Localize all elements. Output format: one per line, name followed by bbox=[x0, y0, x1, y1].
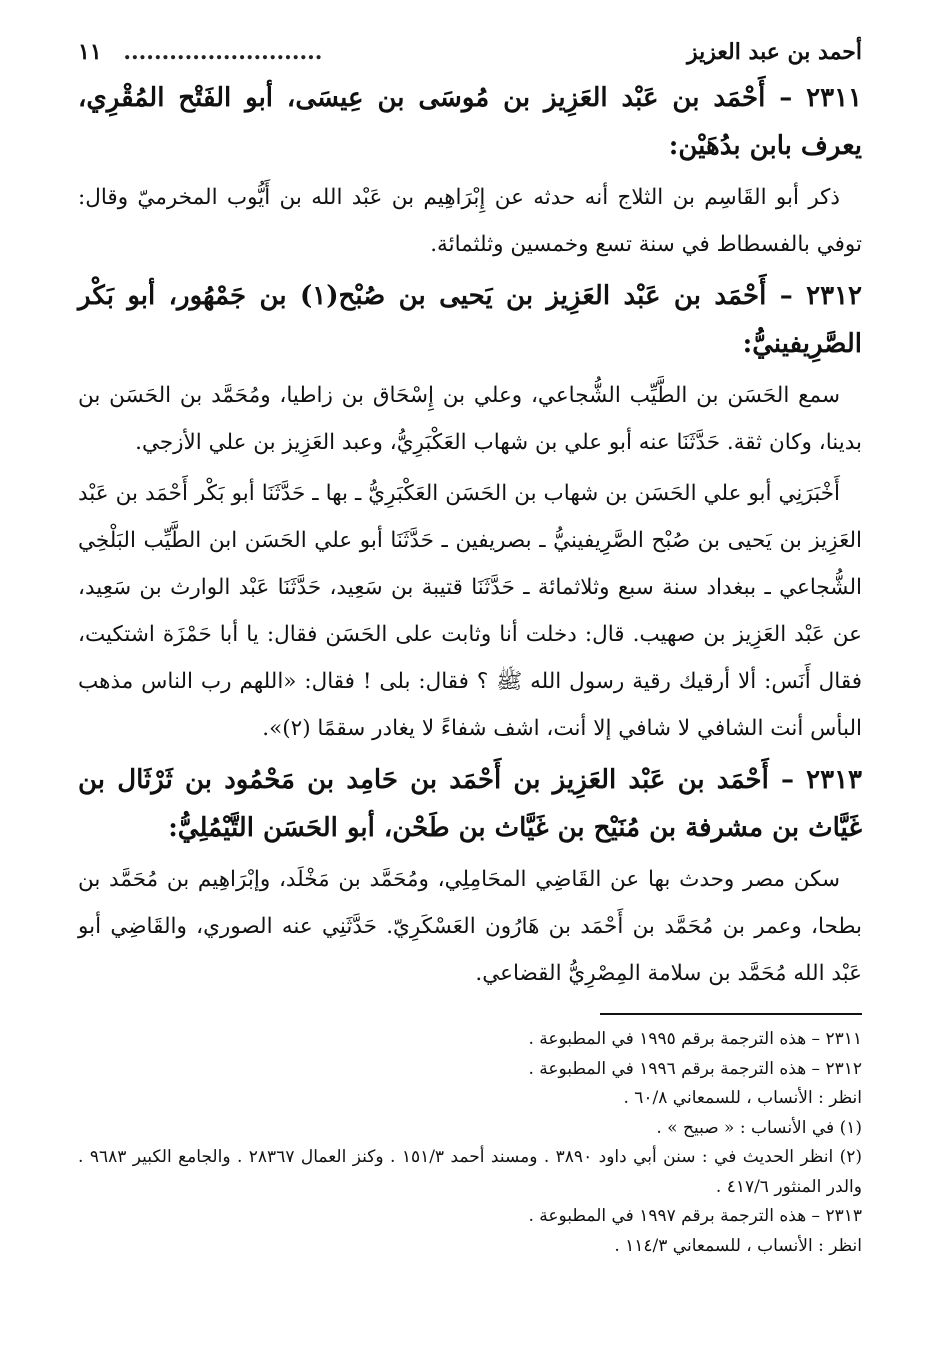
page-number: ١١ bbox=[78, 39, 102, 65]
entry-paragraph: سمع الحَسَن بن الطَّيِّب الشُّجاعي، وعلي بن إِسْحَاق بن زاطيا، ومُحَمَّد بن الحَسَن بن بدينا، وكان ثقة. حَدَّثَنَا عنه أبو علي بن شهاب العَكْبَرِيُّ، وعبد العَزِيز بن علي الأزجي. bbox=[78, 383, 862, 455]
footnote-divider bbox=[600, 1013, 862, 1015]
page-header bbox=[78, 32, 862, 72]
entry-title-2313: ٢٣١٣ – أَحْمَد بن عَبْد العَزِيز بن أَحْمَد بن حَامِد بن مَحْمُود بن ثَرْثَال بن غَيَّاث بن مشرفة بن مُنَيْح بن غَيَّاث بن طَحْن، أبو الحَسَن التَّيْمُلِيُّ: bbox=[78, 765, 862, 843]
running-title: أحمد بن عبد العزيز bbox=[687, 39, 862, 65]
entry-title-2311: ٢٣١١ – أَحْمَد بن عَبْد العَزِيز بن مُوسَى بن عِيسَى، أبو الفَتْح المُقْرِي، يعرف بابن بدُهَيْن: bbox=[78, 83, 862, 161]
footnote-line: ٢٣١١ – هذه الترجمة برقم ١٩٩٥ في المطبوعة . bbox=[528, 1029, 862, 1049]
footnote-line: (٢) انظر الحديث في : سنن أبي داود ٣٨٩٠ . ومسند أحمد ١٥١/٣ . وكنز العمال ٢٨٣٦٧ . والجامع الكبير ٩٦٨٣ . والدر المنثور ٤١٧/٦ . bbox=[78, 1147, 862, 1197]
footnote-line: انظر : الأنساب ، للسمعاني ٦٠/٨ . bbox=[623, 1088, 862, 1108]
footnotes bbox=[78, 1025, 862, 1261]
entry-paragraph: أَخْبَرَنِي أبو علي الحَسَن بن شهاب بن الحَسَن العَكْبَرِيُّ ـ بها ـ حَدَّثَنَا أبو بَكْر أَحْمَد بن عَبْد العَزِيز بن يَحيى بن صُبْح الصَّرِيفينيُّ ـ بصريفين ـ حَدَّثَنَا أبو علي الحَسَن ابن الطَّيِّب البَلْخِي الشُّجاعي ـ ببغداد سنة سبع وثلاثمائة ـ حَدَّثَنَا قتيبة بن سَعِيد، حَدَّثَنَا عَبْد الوارث بن سَعِيد، عن عَبْد العَزِيز بن صهيب. قال: دخلت أنا وثابت على الحَسَن فقال: يا أبا حَمْزَة اشتكيت، فقال أَنَس: ألا أرقيك رقية رسول الله ﷺ ؟ فقال: بلى ! فقال: «اللهم رب الناس مذهب البأس أنت الشافي لا شافي إلا أنت، اشف شفاءً لا يغادر سقمًا (٢)». bbox=[78, 481, 862, 741]
entry-title-2312: ٢٣١٢ – أَحْمَد بن عَبْد العَزِيز بن يَحيى بن صُبْح(١) بن جَمْهُور، أبو بَكْر الصَّرِيفينيُّ: bbox=[78, 281, 862, 359]
entry-paragraph: ذكر أبو القَاسِم بن الثلاج أنه حدثه عن إِبْرَاهِيم بن عَبْد الله بن أَيُّوب المخرميّ وقال: توفي بالفسطاط في سنة تسع وخمسين وثلثمائة. bbox=[78, 185, 862, 257]
footnote-line: (١) في الأنساب : « صبيح » . bbox=[656, 1117, 862, 1138]
footnote-line: انظر : الأنساب ، للسمعاني ١١٤/٣ . bbox=[614, 1235, 862, 1256]
header-dots: .......................... bbox=[123, 39, 323, 65]
entry-paragraph: سكن مصر وحدث بها عن القَاضِي المحَامِلِي، ومُحَمَّد بن مَخْلَد، وإبْرَاهِيم بن مُحَمَّد بن بطحا، وعمر بن مُحَمَّد بن أَحْمَد بن هَارُون العَسْكَرِيّ. حَدَّثَنِي عنه الصوري، والقَاضِي أبو عَبْد الله مُحَمَّد بن سلامة المِصْرِيُّ القضاعي. bbox=[78, 867, 862, 986]
footnote-line: ٢٣١٣ – هذه الترجمة برقم ١٩٩٧ في المطبوعة . bbox=[528, 1206, 862, 1226]
footnote-line: ٢٣١٢ – هذه الترجمة برقم ١٩٩٦ في المطبوعة . bbox=[528, 1058, 862, 1079]
